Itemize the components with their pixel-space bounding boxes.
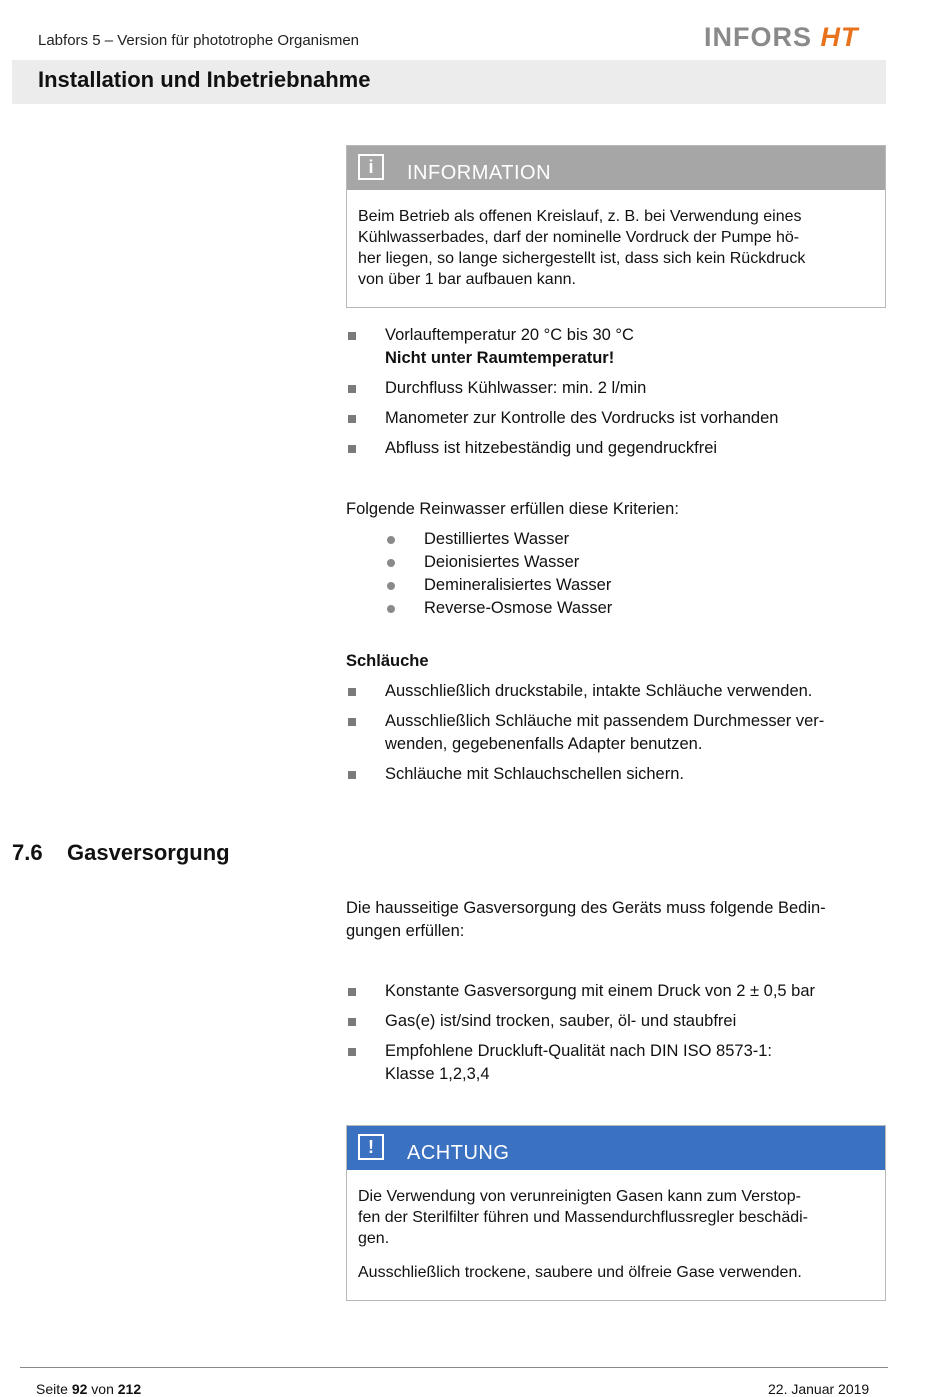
caution-notice-header: [347, 1126, 885, 1170]
list-item-text: Abfluss ist hitzebeständig und gegendruckfrei: [385, 439, 718, 457]
section-heading-text: Gasversorgung: [67, 840, 230, 865]
exclamation-icon: !: [358, 1134, 384, 1160]
text-line: gungen erfüllen:: [346, 922, 465, 940]
text-line: Die hausseitige Gasversorgung des Geräts muss folgende Bedin-: [346, 899, 826, 917]
text-line: her liegen, so lange sichergestellt ist, dass sich kein Rückdruck: [358, 250, 806, 267]
document-date: 22. Januar 2019: [768, 1381, 870, 1397]
list-item: [384, 528, 864, 551]
water-intro: Folgende Reinwasser erfüllen diese Kriterien:: [346, 500, 679, 518]
list-item-text: Ausschließlich Schläuche mit passendem Durchmesser ver-: [385, 712, 825, 730]
information-label: INFORMATION: [407, 162, 552, 184]
gas-intro: [346, 897, 876, 943]
logo-mark: HT: [820, 22, 859, 52]
list-item: [346, 710, 876, 756]
caution-label: ACHTUNG: [407, 1142, 510, 1164]
list-item: [346, 377, 876, 400]
list-item-text: Ausschließlich druckstabile, intakte Schläuche verwenden.: [385, 682, 813, 700]
list-item: [346, 437, 876, 460]
section-title: Installation und Inbetriebnahme: [38, 67, 371, 92]
list-item-text: Manometer zur Kontrolle des Vordrucks ist vorhanden: [385, 409, 779, 427]
hoses-list: [346, 680, 876, 793]
text-line: Beim Betrieb als offenen Kreislauf, z. B. bei Verwendung eines: [358, 208, 802, 225]
square-bullet-icon: [348, 718, 356, 726]
information-notice-header: [347, 146, 885, 190]
gas-supply-heading: [12, 840, 230, 866]
current-page: 92: [71, 1381, 88, 1397]
list-item-text: Vorlauftemperatur 20 °C bis 30 °C: [385, 326, 634, 344]
page-number: [36, 1381, 141, 1397]
list-item: [346, 324, 876, 370]
water-types-list: [384, 528, 864, 620]
square-bullet-icon: [348, 445, 356, 453]
page-separator: von: [91, 1381, 114, 1397]
list-item: [346, 980, 876, 1003]
square-bullet-icon: [348, 771, 356, 779]
list-item-text: Reverse-Osmose Wasser: [424, 599, 613, 617]
text-line: Die Verwendung von verunreinigten Gasen kann zum Verstop-: [358, 1188, 801, 1205]
list-item-text: Konstante Gasversorgung mit einem Druck von 2 ± 0,5 bar: [385, 982, 816, 1000]
list-item: [384, 597, 864, 620]
list-item-text: Destilliertes Wasser: [424, 530, 570, 548]
list-item-text: Klasse 1,2,3,4: [385, 1065, 490, 1083]
hoses-heading: Schläuche: [346, 652, 429, 670]
text-line: Kühlwasserbades, darf der nominelle Vordruck der Pumpe hö-: [358, 229, 800, 246]
square-bullet-icon: [348, 988, 356, 996]
round-bullet-icon: [387, 582, 395, 590]
infors-ht-logo: [704, 22, 859, 53]
information-icon: i: [358, 154, 384, 180]
list-item: [346, 680, 876, 703]
list-item: [384, 551, 864, 574]
round-bullet-icon: [387, 536, 395, 544]
information-notice: [346, 145, 886, 308]
information-text: [347, 190, 885, 307]
square-bullet-icon: [348, 1048, 356, 1056]
square-bullet-icon: [348, 1018, 356, 1026]
total-pages: 212: [117, 1381, 142, 1397]
round-bullet-icon: [387, 605, 395, 613]
list-item: [384, 574, 864, 597]
text-line: von über 1 bar aufbauen kann.: [358, 271, 576, 288]
list-item: [346, 1010, 876, 1033]
footer-divider: [20, 1367, 888, 1368]
caution-text: [347, 1170, 885, 1300]
list-item: [346, 763, 876, 786]
list-item: [346, 407, 876, 430]
round-bullet-icon: [387, 559, 395, 567]
gas-requirements-list: [346, 980, 876, 1093]
square-bullet-icon: [348, 688, 356, 696]
list-item-text: Deionisiertes Wasser: [424, 553, 580, 571]
caution-notice: [346, 1125, 886, 1301]
list-item-text: Schläuche mit Schlauchschellen sichern.: [385, 765, 684, 783]
list-item-text: wenden, gegebenenfalls Adapter benutzen.: [385, 735, 703, 753]
cooling-requirements-list: [346, 324, 876, 467]
list-item: [346, 1040, 876, 1086]
caution-instruction: Ausschließlich trockene, saubere und ölfreie Gase verwenden.: [358, 1264, 802, 1281]
text-line: fen der Sterilfilter führen und Massendurchflussregler beschädi-: [358, 1209, 809, 1226]
list-item-text: Gas(e) ist/sind trocken, sauber, öl- und staubfrei: [385, 1012, 737, 1030]
square-bullet-icon: [348, 415, 356, 423]
logo-text: INFORS: [704, 22, 813, 52]
list-item-text: Empfohlene Druckluft-Qualität nach DIN ISO 8573-1:: [385, 1042, 773, 1060]
list-item-text: Demineralisiertes Wasser: [424, 576, 612, 594]
list-item-text: Durchfluss Kühlwasser: min. 2 l/min: [385, 379, 647, 397]
page-prefix: Seite: [36, 1381, 68, 1397]
text-line: gen.: [358, 1230, 390, 1247]
square-bullet-icon: [348, 332, 356, 340]
section-number: 7.6: [12, 840, 43, 865]
list-item-emphasis: Nicht unter Raumtemperatur!: [385, 349, 615, 367]
document-subtitle: Labfors 5 – Version für phototrophe Organismen: [38, 32, 360, 49]
square-bullet-icon: [348, 385, 356, 393]
